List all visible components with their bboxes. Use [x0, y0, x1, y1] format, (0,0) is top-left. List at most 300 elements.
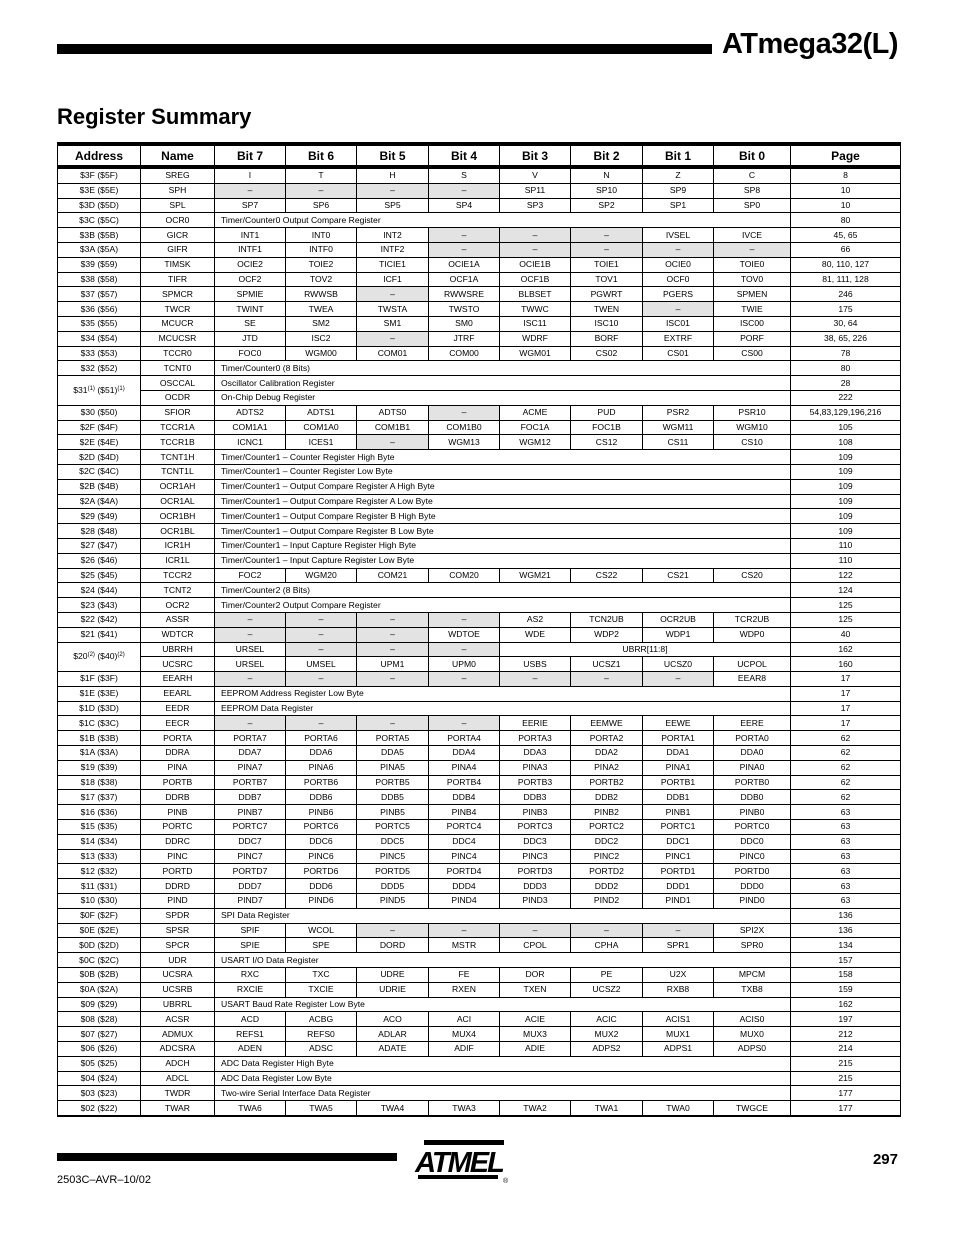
table-row: [58, 775, 901, 790]
bit-cell: PSR10: [714, 405, 791, 420]
register-name-cell: TCNT0: [141, 361, 215, 376]
address-cell: $3D ($5D): [58, 198, 141, 213]
bit-cell: N: [571, 167, 643, 183]
bit-cell: FOC2: [215, 568, 286, 583]
bit-cell: PORTA4: [429, 731, 500, 746]
address-cell: $2B ($4B): [58, 479, 141, 494]
register-name-cell: UCSRB: [141, 982, 215, 997]
page-ref-cell: 215: [791, 1056, 901, 1071]
table-row: [58, 894, 901, 909]
bit-cell: IVSEL: [643, 228, 714, 243]
bit-cell: DDC1: [643, 834, 714, 849]
column-header: Bit 3: [500, 144, 571, 167]
bit-cell: PINB1: [643, 805, 714, 820]
table-row: [58, 1012, 901, 1027]
address-cell: $16 ($36): [58, 805, 141, 820]
bit-cell: TOIE1: [571, 257, 643, 272]
bit-cell: WDE: [500, 627, 571, 642]
address-cell: $06 ($26): [58, 1042, 141, 1057]
bit-cell: –: [571, 672, 643, 687]
bit-cell: PORTB4: [429, 775, 500, 790]
bit-cell: UCSZ1: [571, 657, 643, 672]
register-name-cell: UCSRA: [141, 968, 215, 983]
page-ref-cell: 66: [791, 242, 901, 257]
bit-cell: –: [643, 242, 714, 257]
bit-cell: ADATE: [357, 1042, 429, 1057]
register-name-cell: ICR1L: [141, 553, 215, 568]
bit-cell: MUX1: [643, 1027, 714, 1042]
address-cell: $1B ($3B): [58, 731, 141, 746]
bit-cell: –: [215, 627, 286, 642]
page-ref-cell: 136: [791, 908, 901, 923]
table-row: [58, 464, 901, 479]
bit-cell: WDTOE: [429, 627, 500, 642]
bit-cell: PIND2: [571, 894, 643, 909]
bit-cell: PORTC0: [714, 820, 791, 835]
section-title: Register Summary: [57, 104, 252, 129]
page-ref-cell: 125: [791, 598, 901, 613]
register-name-cell: GICR: [141, 228, 215, 243]
bit-cell: PGWRT: [571, 287, 643, 302]
address-cell: $0E ($2E): [58, 923, 141, 938]
register-name-cell: SPH: [141, 183, 215, 198]
bit-cell: ADPS1: [643, 1042, 714, 1057]
table-row: [58, 672, 901, 687]
bit-cell: CS02: [571, 346, 643, 361]
table-row: [58, 272, 901, 287]
bit-cell: INT1: [215, 228, 286, 243]
bit-cell: PORTB7: [215, 775, 286, 790]
address-cell: $0D ($2D): [58, 938, 141, 953]
register-description-cell: Timer/Counter1 – Counter Register High Byte: [215, 450, 791, 465]
bit-cell: PIND3: [500, 894, 571, 909]
bit-cell: PINB2: [571, 805, 643, 820]
footnote-marker: (2): [87, 652, 95, 659]
bit-cell: UCSZ0: [643, 657, 714, 672]
table-row: [58, 686, 901, 701]
bit-cell: DDA7: [215, 746, 286, 761]
bit-cell: UPM1: [357, 657, 429, 672]
bit-cell: RXEN: [429, 982, 500, 997]
bit-cell: ACME: [500, 405, 571, 420]
bit-cell: CS01: [643, 346, 714, 361]
bit-cell: PUD: [571, 405, 643, 420]
bit-cell: TWEA: [286, 302, 357, 317]
bit-cell: BORF: [571, 331, 643, 346]
address-cell: $11 ($31): [58, 879, 141, 894]
bit-cell: –: [429, 405, 500, 420]
register-name-cell: TWDR: [141, 1086, 215, 1101]
bit-cell: DDB3: [500, 790, 571, 805]
bit-cell: WDRF: [500, 331, 571, 346]
bit-cell: SP5: [357, 198, 429, 213]
bit-cell: –: [429, 612, 500, 627]
bit-cell: S: [429, 167, 500, 183]
bit-cell: PINA7: [215, 760, 286, 775]
bit-cell: UMSEL: [286, 657, 357, 672]
register-name-cell: TCNT2: [141, 583, 215, 598]
table-row: [58, 420, 901, 435]
table-row: [58, 982, 901, 997]
table-row: [58, 198, 901, 213]
svg-text:®: ®: [503, 1178, 509, 1185]
bit-cell: OCIE2: [215, 257, 286, 272]
bit-cell: PINC2: [571, 849, 643, 864]
bit-cell: T: [286, 167, 357, 183]
register-name-cell: WDTCR: [141, 627, 215, 642]
bit-cell: RXC: [215, 968, 286, 983]
address-cell: $18 ($38): [58, 775, 141, 790]
bit-cell: –: [357, 331, 429, 346]
table-row: [58, 524, 901, 539]
address-text: $31: [73, 384, 88, 395]
address-cell: $14 ($34): [58, 834, 141, 849]
column-header: Bit 2: [571, 144, 643, 167]
bit-cell: COM01: [357, 346, 429, 361]
page-ref-cell: 17: [791, 686, 901, 701]
column-header: Bit 1: [643, 144, 714, 167]
register-name-cell: DDRC: [141, 834, 215, 849]
bit-cell: WDP2: [571, 627, 643, 642]
bit-cell: –: [357, 435, 429, 450]
page-ref-cell: 177: [791, 1101, 901, 1116]
page-ref-cell: 159: [791, 982, 901, 997]
register-name-cell: UBRRH: [141, 642, 215, 657]
register-name-cell: PINB: [141, 805, 215, 820]
bit-cell: ISC00: [714, 316, 791, 331]
register-name-cell: PINA: [141, 760, 215, 775]
bit-cell: PINB3: [500, 805, 571, 820]
address-cell: $36 ($56): [58, 302, 141, 317]
bit-cell: –: [357, 672, 429, 687]
table-row: [58, 331, 901, 346]
register-name-cell: OCDR: [141, 390, 215, 405]
table-row: [58, 923, 901, 938]
address-cell: $2D ($4D): [58, 450, 141, 465]
bit-cell: EEMWE: [571, 716, 643, 731]
bit-cell: OCIE0: [643, 257, 714, 272]
bit-cell: SM0: [429, 316, 500, 331]
bit-cell: U2X: [643, 968, 714, 983]
register-name-cell: OSCCAL: [141, 376, 215, 391]
bit-cell: PINC4: [429, 849, 500, 864]
address-cell: $28 ($48): [58, 524, 141, 539]
bit-cell: SP4: [429, 198, 500, 213]
bit-cell: PIND0: [714, 894, 791, 909]
bit-cell: OCIE1B: [500, 257, 571, 272]
address-cell: $2A ($4A): [58, 494, 141, 509]
page-ref-cell: 63: [791, 879, 901, 894]
table-row: [58, 435, 901, 450]
register-name-cell: DDRB: [141, 790, 215, 805]
register-name-cell: EECR: [141, 716, 215, 731]
bit-cell: DDD6: [286, 879, 357, 894]
table-row: [58, 820, 901, 835]
bit-cell: ISC01: [643, 316, 714, 331]
table-row: [58, 287, 901, 302]
bit-cell: H: [357, 167, 429, 183]
bit-cell: PIND4: [429, 894, 500, 909]
table-row: [58, 167, 901, 183]
bit-cell: V: [500, 167, 571, 183]
bit-cell: PINC0: [714, 849, 791, 864]
address-cell: [58, 642, 141, 672]
bit-cell: MUX2: [571, 1027, 643, 1042]
address-cell: $25 ($45): [58, 568, 141, 583]
register-name-cell: OCR1BH: [141, 509, 215, 524]
bit-cell: COM1B0: [429, 420, 500, 435]
bit-cell: DDD3: [500, 879, 571, 894]
bit-cell: PORTA6: [286, 731, 357, 746]
page-ref-cell: 17: [791, 701, 901, 716]
register-name-cell: TCCR1A: [141, 420, 215, 435]
table-row: [58, 731, 901, 746]
register-name-cell: SPL: [141, 198, 215, 213]
bit-cell: –: [357, 716, 429, 731]
bit-cell: DDD2: [571, 879, 643, 894]
bit-cell: –: [643, 923, 714, 938]
bit-cell: CS20: [714, 568, 791, 583]
bit-cell: PINC5: [357, 849, 429, 864]
bit-cell: –: [357, 627, 429, 642]
table-row: [58, 316, 901, 331]
register-name-cell: TCCR1B: [141, 435, 215, 450]
bit-cell: UDRE: [357, 968, 429, 983]
address-cell: $23 ($43): [58, 598, 141, 613]
table-row: [58, 390, 901, 405]
bit-cell: PORTB5: [357, 775, 429, 790]
address-cell: $05 ($25): [58, 1056, 141, 1071]
address-cell: $1E ($3E): [58, 686, 141, 701]
register-name-cell: UCSRC: [141, 657, 215, 672]
bit-cell: PINC1: [643, 849, 714, 864]
bit-cell: ADTS0: [357, 405, 429, 420]
page-ref-cell: 17: [791, 716, 901, 731]
address-cell: $17 ($37): [58, 790, 141, 805]
table-row: [58, 479, 901, 494]
bit-cell: –: [429, 642, 500, 657]
address-cell: $24 ($44): [58, 583, 141, 598]
bit-cell: TWWC: [500, 302, 571, 317]
register-description-cell: EEPROM Data Register: [215, 701, 791, 716]
bit-cell: CS10: [714, 435, 791, 450]
bit-cell: DDB7: [215, 790, 286, 805]
bit-cell: PORTB1: [643, 775, 714, 790]
bit-cell: WCOL: [286, 923, 357, 938]
bit-cell: OCF2: [215, 272, 286, 287]
bit-cell: TCR2UB: [714, 612, 791, 627]
bit-cell: OCIE1A: [429, 257, 500, 272]
bit-cell: PORTC6: [286, 820, 357, 835]
page-ref-cell: 109: [791, 524, 901, 539]
register-name-cell: SPDR: [141, 908, 215, 923]
bit-cell: ADIE: [500, 1042, 571, 1057]
bit-cell: PORTA0: [714, 731, 791, 746]
table-row: [58, 1027, 901, 1042]
bit-cell: INTF0: [286, 242, 357, 257]
bit-cell: TWA5: [286, 1101, 357, 1116]
page-ref-cell: 134: [791, 938, 901, 953]
bit-cell: SP3: [500, 198, 571, 213]
register-name-cell: SFIOR: [141, 405, 215, 420]
bit-cell: ACI: [429, 1012, 500, 1027]
bit-cell: SP10: [571, 183, 643, 198]
page-ref-cell: 109: [791, 509, 901, 524]
register-description-cell: Timer/Counter0 (8 Bits): [215, 361, 791, 376]
bit-cell: –: [500, 672, 571, 687]
bit-cell: REFS1: [215, 1027, 286, 1042]
table-row: [58, 183, 901, 198]
bit-cell: PIND7: [215, 894, 286, 909]
bit-cell: TWA0: [643, 1101, 714, 1116]
bit-cell: MUX0: [714, 1027, 791, 1042]
bit-cell: PORTA5: [357, 731, 429, 746]
register-name-cell: MCUCSR: [141, 331, 215, 346]
page-ref-cell: 108: [791, 435, 901, 450]
bit-cell: PINA2: [571, 760, 643, 775]
page-ref-cell: 62: [791, 775, 901, 790]
bit-cell: MPCM: [714, 968, 791, 983]
register-description-cell: On-Chip Debug Register: [215, 390, 791, 405]
bit-cell: WGM11: [643, 420, 714, 435]
bit-cell: TWA6: [215, 1101, 286, 1116]
table-row: [58, 346, 901, 361]
bit-cell: PINA4: [429, 760, 500, 775]
register-description-cell: Two-wire Serial Interface Data Register: [215, 1086, 791, 1101]
bit-cell: PORTB3: [500, 775, 571, 790]
register-description-cell: ADC Data Register High Byte: [215, 1056, 791, 1071]
bit-cell: PORTD2: [571, 864, 643, 879]
address-text: ($40): [94, 651, 118, 662]
table-row: [58, 1071, 901, 1086]
address-cell: $3E ($5E): [58, 183, 141, 198]
bit-cell: DDB0: [714, 790, 791, 805]
table-row: [58, 376, 901, 391]
table-row: [58, 953, 901, 968]
bit-cell: EXTRF: [643, 331, 714, 346]
address-cell: $03 ($23): [58, 1086, 141, 1101]
bit-cell: PGERS: [643, 287, 714, 302]
bit-cell: ACIS0: [714, 1012, 791, 1027]
address-cell: $1C ($3C): [58, 716, 141, 731]
bit-cell: WGM20: [286, 568, 357, 583]
table-row: [58, 494, 901, 509]
page-ref-cell: 30, 64: [791, 316, 901, 331]
bit-cell: DDB2: [571, 790, 643, 805]
page-ref-cell: 162: [791, 642, 901, 657]
bit-cell: MSTR: [429, 938, 500, 953]
bit-cell: ACBG: [286, 1012, 357, 1027]
table-body: [58, 167, 901, 1116]
register-name-cell: ADMUX: [141, 1027, 215, 1042]
page-ref-cell: 215: [791, 1071, 901, 1086]
address-cell: $1D ($3D): [58, 701, 141, 716]
bit-cell: PORTC1: [643, 820, 714, 835]
bit-cell: DDC2: [571, 834, 643, 849]
bit-cell: OCF1A: [429, 272, 500, 287]
bit-cell: BLBSET: [500, 287, 571, 302]
bit-cell: –: [286, 716, 357, 731]
page-ref-cell: 109: [791, 479, 901, 494]
address-cell: $07 ($27): [58, 1027, 141, 1042]
bit-cell: UDRIE: [357, 982, 429, 997]
bit-cell: SPIE: [215, 938, 286, 953]
bit-cell: CS22: [571, 568, 643, 583]
address-cell: $09 ($29): [58, 997, 141, 1012]
bit-cell: EEAR8: [714, 672, 791, 687]
bit-cell: PINB7: [215, 805, 286, 820]
page-ref-cell: 54,83,129,196,216: [791, 405, 901, 420]
register-name-cell: OCR1AH: [141, 479, 215, 494]
table-row: [58, 242, 901, 257]
address-cell: $3F ($5F): [58, 167, 141, 183]
table-row: [58, 968, 901, 983]
address-cell: $19 ($39): [58, 760, 141, 775]
bit-cell: SPI2X: [714, 923, 791, 938]
bit-cell: SPMEN: [714, 287, 791, 302]
address-cell: $0C ($2C): [58, 953, 141, 968]
bit-cell: –: [500, 228, 571, 243]
table-row: [58, 746, 901, 761]
bit-cell: TOV1: [571, 272, 643, 287]
register-name-cell: OCR0: [141, 213, 215, 228]
table-row: [58, 642, 901, 657]
bit-cell: PINB5: [357, 805, 429, 820]
bit-cell: CS21: [643, 568, 714, 583]
bit-cell: REFS0: [286, 1027, 357, 1042]
bit-cell: OCF1B: [500, 272, 571, 287]
register-name-cell: TCNT1H: [141, 450, 215, 465]
register-name-cell: SPCR: [141, 938, 215, 953]
bit-cell: PORTA2: [571, 731, 643, 746]
bit-cell: TXB8: [714, 982, 791, 997]
bit-cell: TCN2UB: [571, 612, 643, 627]
bit-cell: TXCIE: [286, 982, 357, 997]
page-ref-cell: 160: [791, 657, 901, 672]
page-ref-cell: 157: [791, 953, 901, 968]
bit-cell: SM1: [357, 316, 429, 331]
bit-cell: SE: [215, 316, 286, 331]
page-ref-cell: 110: [791, 538, 901, 553]
page-ref-cell: 136: [791, 923, 901, 938]
document-title: ATmega32(L): [721, 28, 898, 60]
bit-cell: UCSZ2: [571, 982, 643, 997]
register-name-cell: TIMSK: [141, 257, 215, 272]
bit-cell: ADSC: [286, 1042, 357, 1057]
bit-cell: COM20: [429, 568, 500, 583]
bit-cell: SP0: [714, 198, 791, 213]
bit-cell: ACIE: [500, 1012, 571, 1027]
table-row: [58, 228, 901, 243]
bit-cell: TWSTA: [357, 302, 429, 317]
bit-cell: FOC1B: [571, 420, 643, 435]
column-header: Address: [58, 144, 141, 167]
table-row: [58, 864, 901, 879]
bit-cell: PSR2: [643, 405, 714, 420]
bit-cell: PORTD1: [643, 864, 714, 879]
bit-cell: WGM10: [714, 420, 791, 435]
bit-cell: –: [571, 242, 643, 257]
table-row: [58, 302, 901, 317]
bit-cell: RWWSB: [286, 287, 357, 302]
bit-cell: ACIC: [571, 1012, 643, 1027]
address-cell: $15 ($35): [58, 820, 141, 835]
bit-cell: ACIS1: [643, 1012, 714, 1027]
page-ref-cell: 214: [791, 1042, 901, 1057]
register-name-cell: TWAR: [141, 1101, 215, 1116]
bit-cell: ACO: [357, 1012, 429, 1027]
page-ref-cell: 81, 111, 128: [791, 272, 901, 287]
